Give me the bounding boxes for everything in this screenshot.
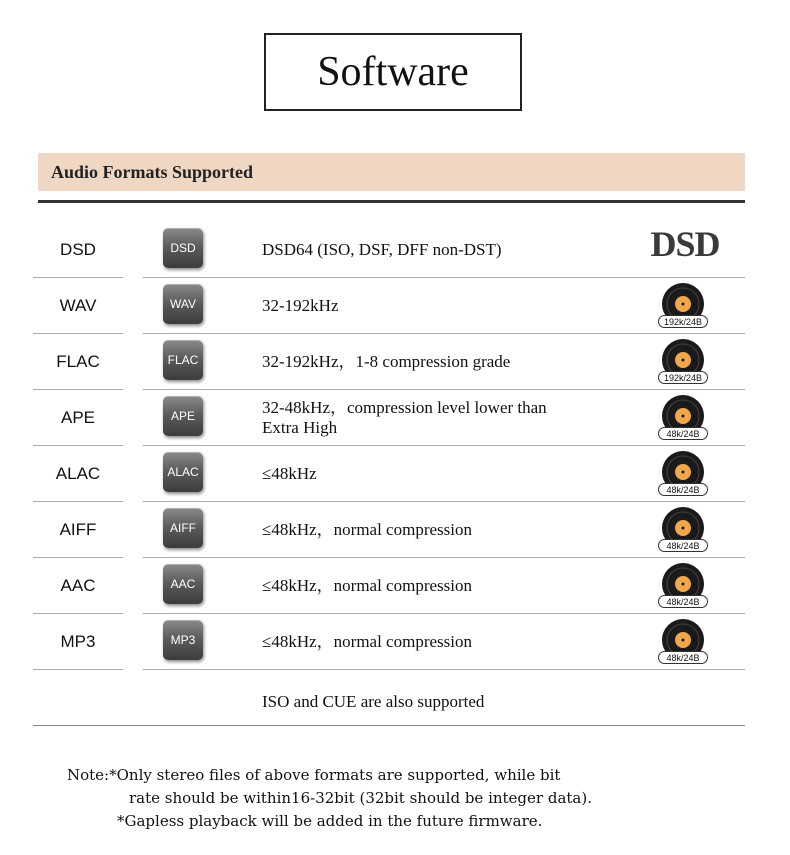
dsd-logo: DSD (650, 224, 720, 264)
page-title: Software (264, 33, 522, 111)
format-name: APE (60, 408, 96, 427)
format-name: FLAC (56, 352, 100, 371)
format-row-wav (0, 278, 790, 334)
format-badge-icon: WAV (163, 284, 203, 324)
resolution-label: 48k/24B (658, 539, 708, 552)
vinyl-disc-icon (655, 282, 711, 332)
format-badge-icon: AAC (163, 564, 203, 604)
resolution-label: 48k/24B (658, 483, 708, 496)
format-badge-icon: AIFF (163, 508, 203, 548)
additional-support-row (33, 672, 745, 726)
vinyl-disc-icon (655, 506, 711, 556)
format-description: ≤48kHz，normal compression (262, 632, 472, 651)
format-row-flac (0, 334, 790, 390)
vinyl-disc-icon (655, 338, 711, 388)
format-description: 32-48kHz，compression level lower than Extra High (262, 398, 547, 437)
format-badge-icon: ALAC (163, 452, 203, 492)
row-divider (143, 669, 745, 670)
format-name: AAC (60, 576, 96, 595)
format-name: DSD (60, 240, 96, 259)
additional-support-text: ISO and CUE are also supported (262, 692, 485, 711)
section-heading: Audio Formats Supported (38, 153, 745, 191)
format-description: ≤48kHz，normal compression (262, 520, 472, 539)
format-description: ≤48kHz，normal compression (262, 576, 472, 595)
format-badge-icon: FLAC (163, 340, 203, 380)
format-row-ape (0, 390, 790, 446)
resolution-label: 192k/24B (658, 371, 708, 384)
format-badge-icon: APE (163, 396, 203, 436)
format-row-alac (0, 446, 790, 502)
notes-block (67, 764, 767, 833)
resolution-label: 48k/24B (658, 651, 708, 664)
note-line: rate should be within16-32bit (32bit should be integer data). (129, 789, 592, 807)
note-line: Note:*Only stereo files of above formats are supported, while bit (67, 766, 561, 784)
format-row-dsd (0, 222, 790, 278)
format-badge-icon: MP3 (163, 620, 203, 660)
format-row-aiff (0, 502, 790, 558)
resolution-label: 48k/24B (658, 427, 708, 440)
resolution-label: 48k/24B (658, 595, 708, 608)
format-name: ALAC (55, 464, 101, 483)
vinyl-disc-icon (655, 562, 711, 612)
format-row-mp3 (0, 614, 790, 670)
note-line: *Gapless playback will be added in the future firmware. (117, 812, 543, 830)
format-name: MP3 (60, 632, 96, 651)
format-name: WAV (59, 296, 97, 315)
format-description: 32-192kHz (262, 296, 339, 315)
format-name: AIFF (59, 520, 97, 539)
section-divider (38, 200, 745, 203)
format-description: ≤48kHz (262, 464, 317, 483)
vinyl-disc-icon (655, 618, 711, 668)
vinyl-disc-icon (655, 394, 711, 444)
format-badge-icon: DSD (163, 228, 203, 268)
resolution-label: 192k/24B (658, 315, 708, 328)
row-divider (33, 669, 123, 670)
format-row-aac (0, 558, 790, 614)
format-description: 32-192kHz，1-8 compression grade (262, 352, 511, 371)
format-description: DSD64 (ISO, DSF, DFF non-DST) (262, 240, 502, 259)
vinyl-disc-icon (655, 450, 711, 500)
